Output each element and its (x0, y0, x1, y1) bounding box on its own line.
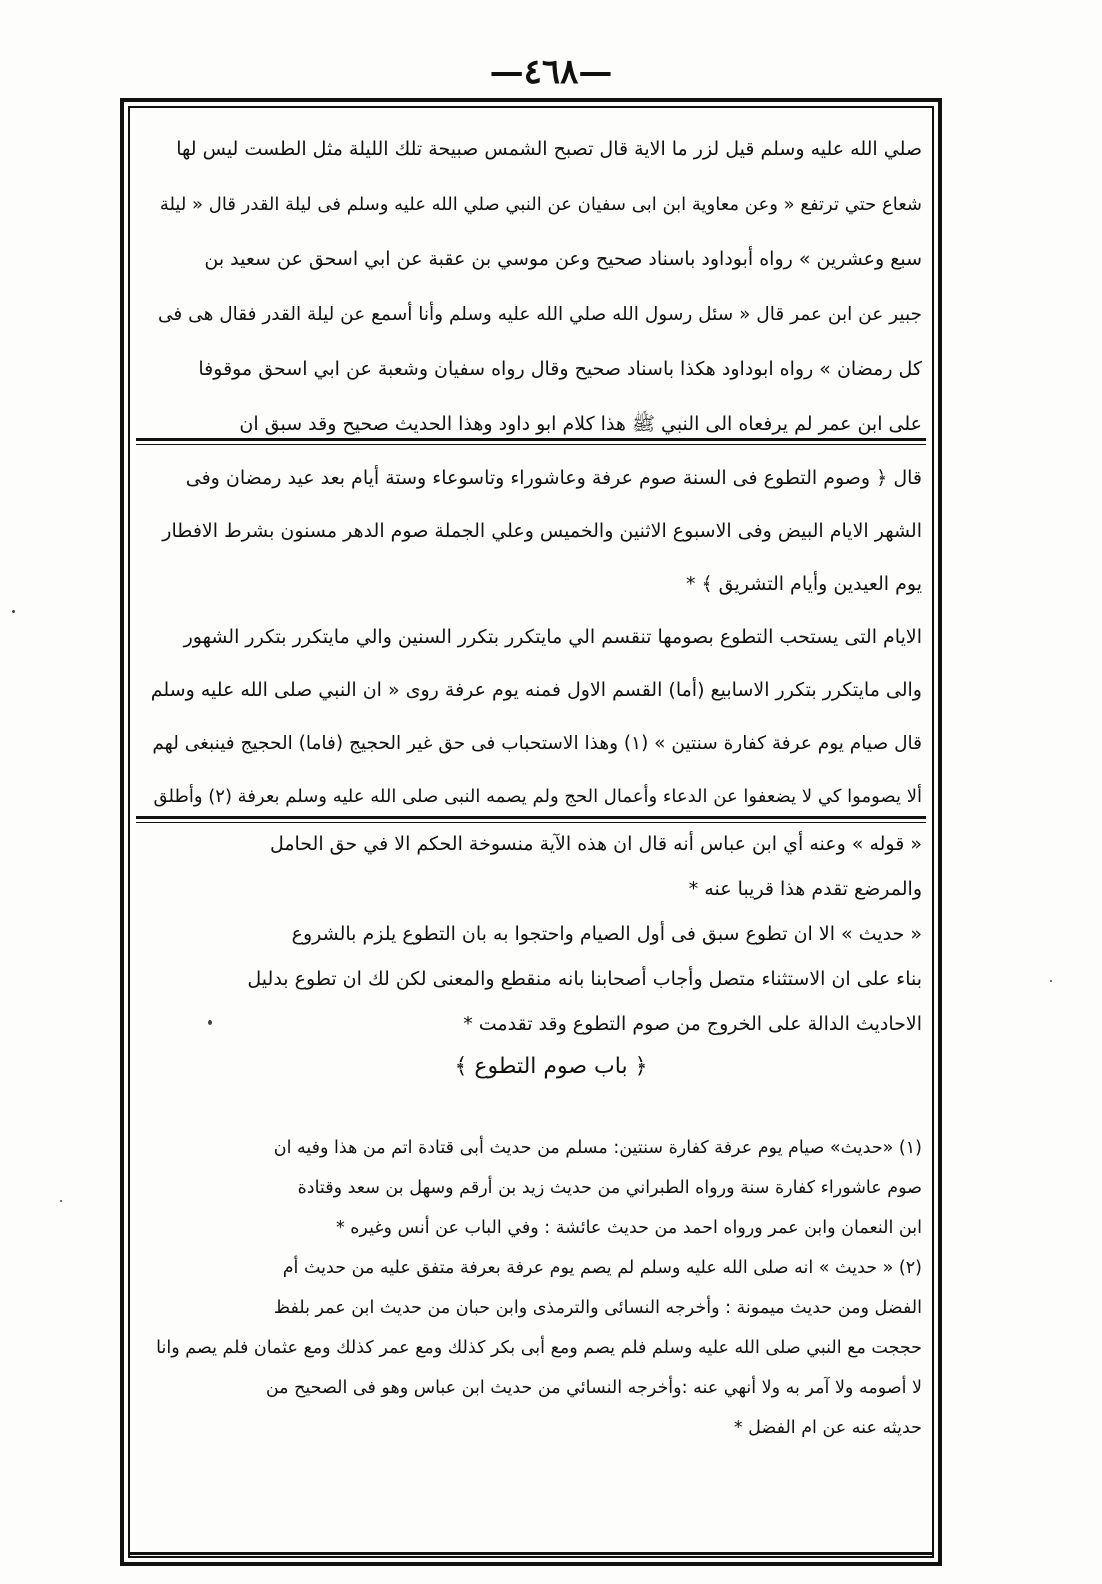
scan-speck (208, 1020, 212, 1025)
text-line: كل رمضان » رواه ابوداود هكذا باسناد صحيح وقال رواه سفيان وشعبة عن ابي اسحق موقوفا (198, 358, 922, 380)
text-line: جبير عن ابن عمر قال « سئل رسول الله صلي الله عليه وسلم وأنا أسمع عن ليلة القدر فقال هى فى (158, 304, 922, 325)
text-line: الايام التى يستحب التطوع بصومها تنقسم الي مايتكرر بتكرر السنين والي مايتكرر بتكرر الشهور (183, 626, 922, 648)
footnote-line: ابن النعمان وابن عمر ورواه احمد من حديث عائشة : وفي الباب عن أنس وغيره * (335, 1218, 922, 1238)
page-number: —٤٦٨— (489, 52, 613, 92)
text-line: « حديث » الا ان تطوع سبق فى أول الصيام واحتجوا به بان التطوع يلزم بالشروع (291, 923, 922, 945)
text-line: الشهر الايام البيض وفى الاسبوع الاثنين والخميس وعلي الجملة صوم الدهر مسنون بشرط الافطار (162, 520, 922, 542)
text-line: قال صيام يوم عرفة كفارة سنتين » (١) وهذا الاستحباب فى حق غير الحجيج (فاما) الحجيج فينبغى لهم (152, 733, 922, 754)
footnote-line: الفضل ومن حديث ميمونة : وأخرجه النسائى والترمذى وابن حبان من حديث ابن عمر بلفظ (273, 1298, 922, 1318)
text-line: بناء على ان الاستثناء متصل وأجاب أصحابنا بانه منقطع والمعنى لكن لك ان تطوع بدليل (247, 968, 922, 990)
footnote-line: صوم عاشوراء كفارة سنة ورواه الطبراني من حديث زيد بن أرقم وسهل بن سعد وقتادة (297, 1178, 922, 1198)
matn-text-block (140, 452, 922, 823)
text-line: ألا يصوموا كي لا يضعفوا عن الدعاء وأعمال الحج ولم يصمه النبى صلى الله عليه وسلم بعرفة (٢) وأطلق (153, 786, 922, 807)
footnote-line: حديثه عنه عن ام الفضل * (733, 1418, 922, 1438)
text-line: سبع وعشرين » رواه أبوداود باسناد صحيح وعن موسي بن عقبة عن ابي اسحق عن سعيد بن (204, 248, 922, 270)
text-line: يوم العيدين وأيام التشريق ﴾ * (685, 573, 922, 595)
text-line: والمرضع تقدم هذا قريبا عنه * (688, 878, 922, 900)
main-text-block (140, 122, 922, 452)
text-line: على ابن عمر لم يرفعاه الى النبي ﷺ هذا كلام ابو داود وهذا الحديث صحيح وقد سبق ان (239, 413, 922, 435)
scan-speck (12, 610, 15, 613)
text-line: الاحاديث الدالة على الخروج من صوم التطوع وقد تقدمت * (463, 1013, 922, 1035)
scan-speck (60, 1200, 62, 1202)
footnote-line: حججت مع النبي صلى الله عليه وسلم فلم يصم ومع أبى بكر كذلك ومع عمر كذلك ومع عثمان فلم يصم وانا (156, 1338, 922, 1358)
text-line: « قوله » وعنه أي ابن عباس أنه قال ان هذه الآية منسوخة الحكم الا في حق الحامل (269, 833, 922, 855)
bottom-border-rule (128, 1552, 934, 1555)
text-line: صلي الله عليه وسلم قيل لزر ما الاية قال تصبح الشمس صبيحة تلك الليلة مثل الطست ليس لها (176, 138, 922, 160)
chapter-heading: ﴿ باب صوم التطوع ﴾ (454, 1054, 648, 1079)
text-line: والى مايتكرر بتكرر الاسابيع (أما) القسم الاول فمنه يوم عرفة روى « ان النبي صلى الله عليه وسلم (150, 679, 922, 701)
footnote-line: (١) «حديث» صيام يوم عرفة كفارة سنتين: مسلم من حديث أبى قتادة اتم من هذا وفيه ان (273, 1138, 922, 1158)
footnotes-block (140, 1128, 922, 1448)
footnote-line: (٢) « حديث » انه صلى الله عليه وسلم لم يصم يوم عرفة بعرفة متفق عليه من حديث أم (282, 1258, 922, 1278)
text-line: شعاع حتي ترتفع « وعن معاوية ابن ابى سفيان عن النبي صلي الله عليه وسلم فى ليلة القدر قال « ليلة (159, 194, 922, 215)
text-line: قال ﴿ وصوم التطوع فى السنة صوم عرفة وعاشوراء وتاسوعاء وستة أيام بعد عيد رمضان وفى (185, 467, 922, 489)
scan-speck (1050, 980, 1052, 982)
footnote-line: لا أصومه ولا آمر به ولا أنهي عنه :وأخرجه النسائي من حديث ابن عباس وهو فى الصحيح من (265, 1378, 922, 1398)
commentary-text-block (140, 822, 922, 1047)
